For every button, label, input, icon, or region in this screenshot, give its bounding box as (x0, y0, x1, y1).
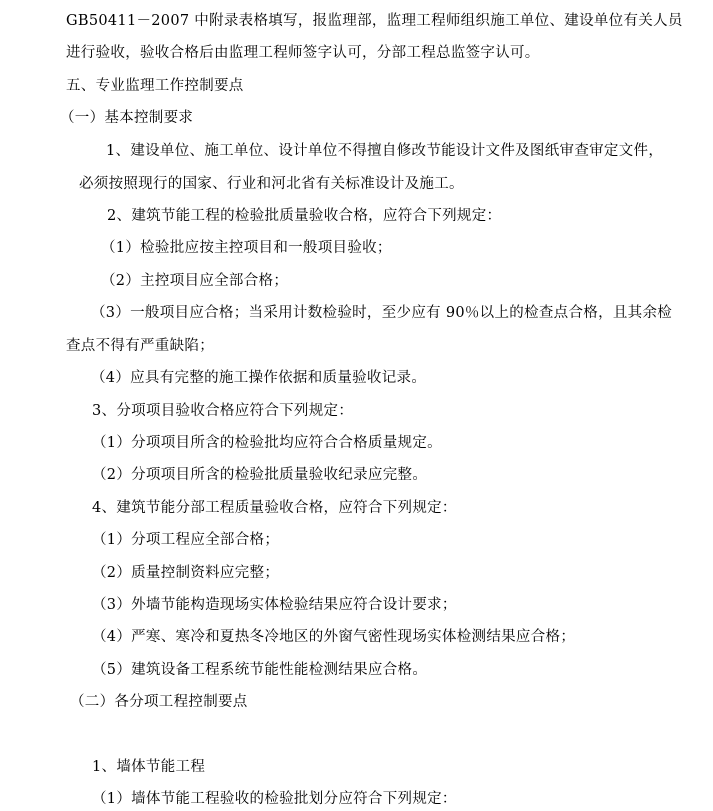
text-line: （5）建筑设备工程系统节能性能检测结果应合格。 (92, 662, 428, 678)
text-line: （4）严寒、寒冷和夏热冬冷地区的外窗气密性现场实体检测结果应合格； (92, 629, 576, 645)
text-line: （3）一般项目应合格；当采用计数检验时，至少应有 90％以上的检查点合格，且其余检 (91, 305, 673, 321)
text-line: 2、建筑节能工程的检验批质量验收合格，应符合下列规定： (107, 208, 502, 224)
text-line: （2）质量控制资料应完整； (92, 565, 280, 581)
subsection-heading: （二）各分项工程控制要点 (70, 694, 248, 710)
subsection-heading: （一）基本控制要求 (60, 110, 194, 126)
text-line: 4、建筑节能分部工程质量验收合格，应符合下列规定： (92, 500, 457, 516)
text-line: 进行验收，验收合格后由监理工程师签字认可，分部工程总监签字认可。 (66, 45, 540, 61)
text-line: 查点不得有严重缺陷； (66, 338, 214, 354)
text-line: （4）应具有完整的施工操作依据和质量验收记录。 (91, 370, 427, 386)
text-line: 1、建设单位、施工单位、设计单位不得擅自修改节能设计文件及图纸审查审定文件， (106, 143, 664, 159)
section-heading: 五、专业监理工作控制要点 (66, 78, 244, 94)
text-line: （1）检验批应按主控项目和一般项目验收； (101, 240, 392, 256)
text-line: （1）墙体节能工程验收的检验批划分应符合下列规定： (92, 791, 457, 807)
text-line: 3、分项项目验收合格应符合下列规定： (92, 403, 354, 419)
text-line: GB50411－2007 中附录表格填写，报监理部，监理工程师组织施工单位、建设单位有关人员 (66, 13, 683, 29)
item-heading: 1、墙体节能工程 (92, 759, 206, 775)
text-line: （2）主控项目应全部合格； (101, 273, 289, 289)
text-line: （1）分项工程应全部合格； (92, 532, 280, 548)
text-line: （1）分项项目所含的检验批均应符合合格质量规定。 (92, 435, 442, 451)
text-line: （3）外墙节能构造现场实体检验结果应符合设计要求； (92, 597, 457, 613)
text-line: （2）分项项目所含的检验批质量验收纪录应完整。 (92, 467, 428, 483)
text-line: 必须按照现行的国家、行业和河北省有关标准设计及施工。 (79, 176, 464, 192)
